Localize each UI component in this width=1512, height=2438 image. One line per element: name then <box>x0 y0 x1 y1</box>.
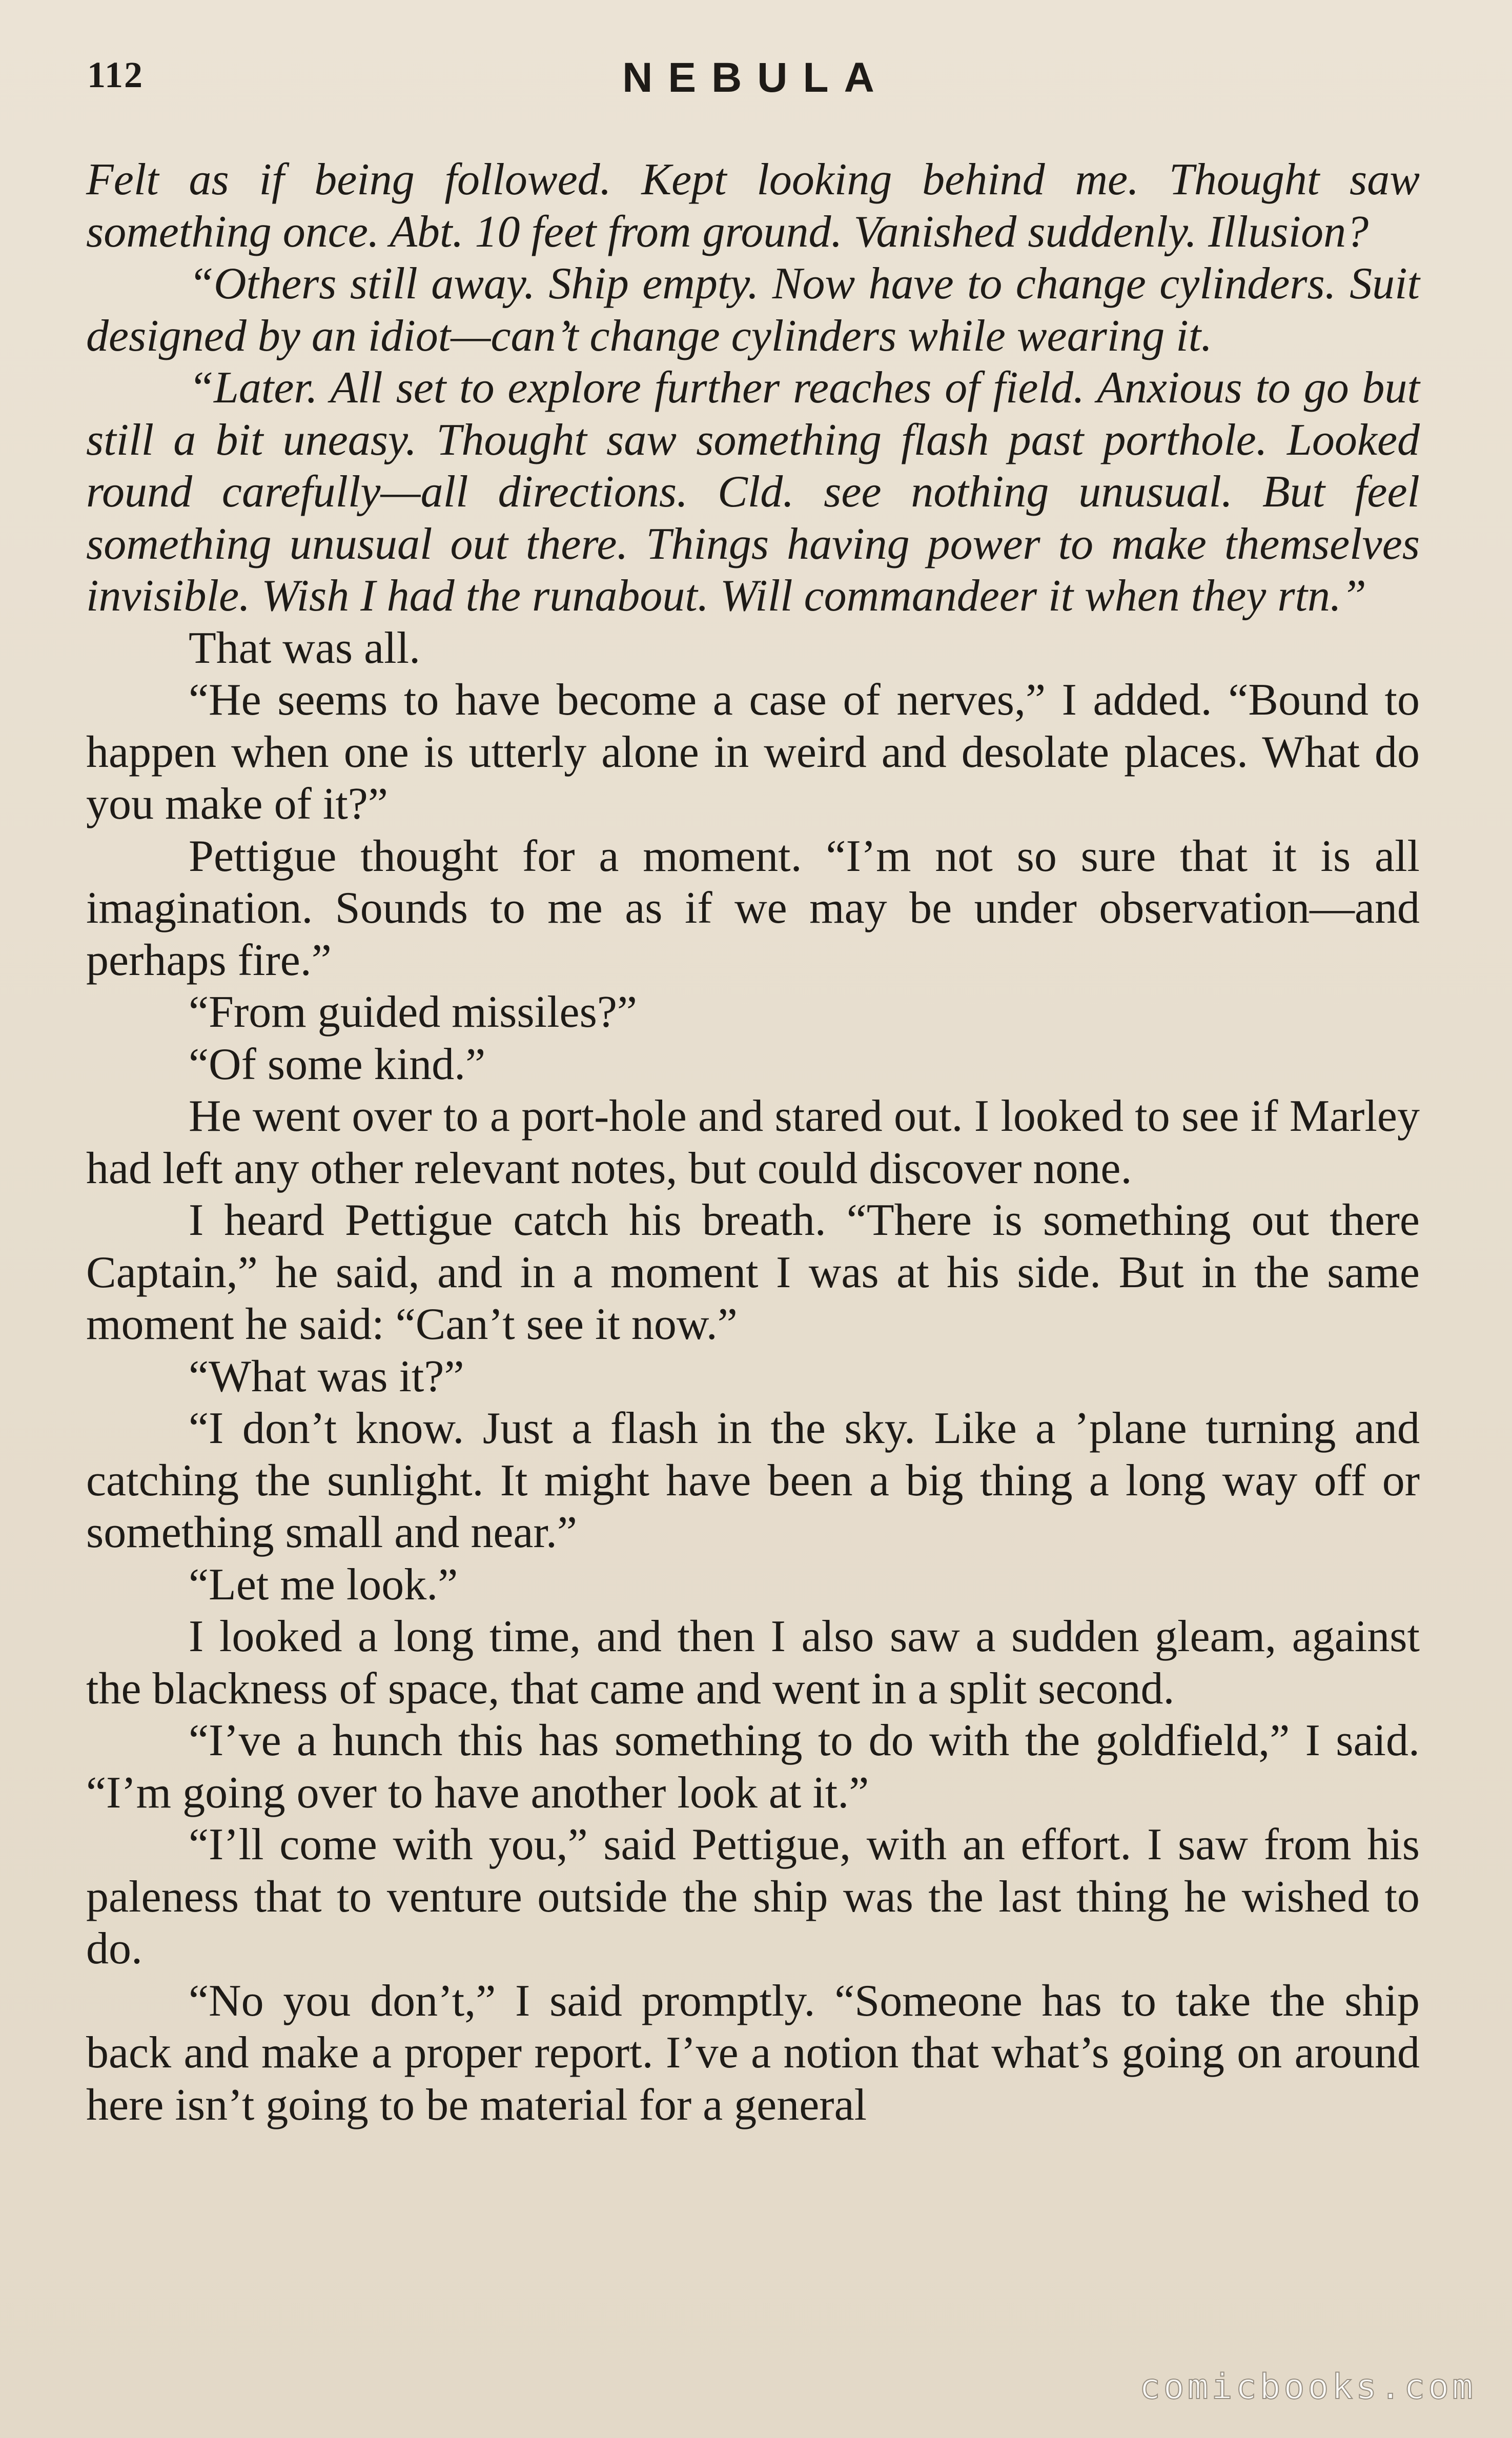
paragraph: “He seems to have become a case of nerves,” I added. “Bound to happen when one is utterly alone in weird and desolate places. What do you make of it?” <box>86 675 1420 829</box>
page-number: 112 <box>87 54 144 95</box>
running-title: NEBULA <box>622 54 890 101</box>
body-text <box>86 154 1420 2356</box>
paragraph: “I’ll come with you,” said Pettigue, with an effort. I saw from his paleness that to venture outside the ship was the last thing he wished to do. <box>86 1820 1420 1974</box>
paragraph: He went over to a port-hole and stared out. I looked to see if Marley had left any other relevant notes, but could discover none. <box>86 1091 1420 1193</box>
paragraph: “I don’t know. Just a flash in the sky. Like a ’plane turning and catching the sunlight. It might have been a big thing a long way off or something small and near.” <box>86 1404 1420 1557</box>
paragraph: That was all. <box>189 623 421 673</box>
paragraph: “Others still away. Ship empty. Now have to change cylinders. Suit designed by an idiot—can’t change cylinders while wearing it. <box>86 259 1420 361</box>
paragraph: “I’ve a hunch this has something to do with the goldfield,” I said. “I’m going over to have another look at it.” <box>86 1716 1420 1818</box>
paragraph: “No you don’t,” I said promptly. “Someone has to take the ship back and make a proper report. I’ve a notion that what’s going on around here isn’t going to be material for a general <box>86 1976 1420 2130</box>
paragraph: Felt as if being followed. Kept looking behind me. Thought saw something once. Abt. 10 feet from ground. Vanished suddenly. Illusion? <box>86 155 1420 257</box>
page-header <box>87 54 1425 110</box>
paragraph: “Let me look.” <box>189 1559 458 1610</box>
paragraph: “From guided missiles?” <box>189 987 637 1037</box>
paragraph: “Of some kind.” <box>189 1039 486 1089</box>
paragraph: “Later. All set to explore further reaches of field. Anxious to go but still a bit uneasy. Thought saw something flash past porthole. Looked round carefully—all directions. Cld. see nothing unusual. But feel something unusual out there. Things having power to make themselves invisible. Wish I had the runabout. Will commandeer it when they rtn.” <box>86 363 1420 621</box>
paragraph: I looked a long time, and then I also saw a sudden gleam, against the blackness of space, that came and went in a split second. <box>86 1612 1420 1714</box>
watermark: comicbooks.com <box>1139 2367 1476 2407</box>
paragraph: “What was it?” <box>189 1351 464 1401</box>
paragraph: I heard Pettigue catch his breath. “There is something out there Captain,” he said, and in a moment I was at his side. But in the same moment he said: “Can’t see it now.” <box>86 1195 1420 1349</box>
paragraph: Pettigue thought for a moment. “I’m not so sure that it is all imagination. Sounds to me as if we may be under observation—and perhaps fire.” <box>86 831 1420 985</box>
